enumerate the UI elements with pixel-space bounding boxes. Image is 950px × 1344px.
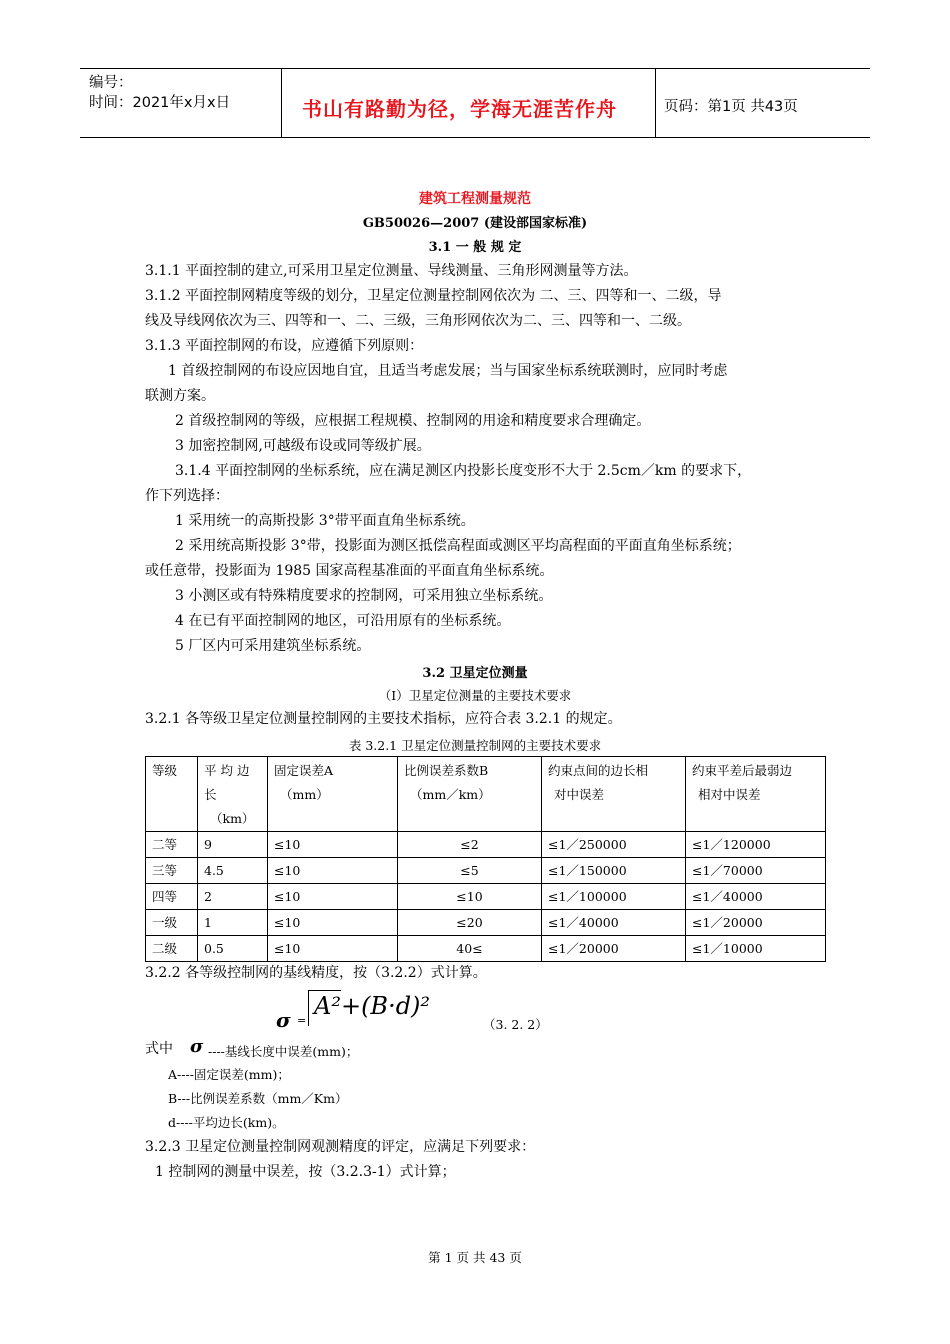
header-line: （km） <box>210 811 255 826</box>
paragraph: 1 首级控制网的布设应因地自宜，且适当考虑发展；当与国家坐标系统联测时，应同时考虑 <box>168 363 728 379</box>
paragraph: 3.1.4 平面控制网的坐标系统，应在满足测区内投影长度变形不大于 2.5cm／km 的要求下， <box>175 463 752 479</box>
paragraph: 5 厂区内可采用建筑坐标系统。 <box>175 638 371 654</box>
table-header-cell <box>268 757 398 832</box>
where-item: B---比例误差系数（mm／Km） <box>168 1091 348 1106</box>
header-motto: 书山有路勤为径，学海无涯苦作舟 <box>302 97 617 121</box>
header-line: 相对中误差 <box>698 787 761 802</box>
formula-equals: = <box>297 1014 307 1027</box>
header-line: （mm／km） <box>410 787 491 802</box>
table-cell: 三等 <box>146 858 198 884</box>
header-time: 时间：2021年x月x日 <box>89 95 231 111</box>
table-cell: ≤1／40000 <box>686 884 826 910</box>
table-header-cell <box>542 757 686 832</box>
table-header-cell <box>198 757 268 832</box>
formula-body: A²+(B·d)² <box>314 992 431 1020</box>
table-cell: ≤1／150000 <box>542 858 686 884</box>
paragraph: 2 采用统高斯投影 3°带，投影面为测区抵偿高程面或测区平均高程面的平面直角坐标系统； <box>175 538 741 554</box>
table-row <box>146 910 826 936</box>
paragraph: 3.1.3 平面控制网的布设，应遵循下列原则： <box>145 338 424 354</box>
paragraph: 3 小测区或有特殊精度要求的控制网，可采用独立坐标系统。 <box>175 588 553 604</box>
table-cell: ≤5 <box>398 858 542 884</box>
table-row <box>146 832 826 858</box>
table-cell: 9 <box>198 832 268 858</box>
paragraph: 4 在已有平面控制网的地区，可沿用原有的坐标系统。 <box>175 613 511 629</box>
formula-sigma: σ <box>276 1008 291 1032</box>
where-label: 式中 <box>145 1041 173 1057</box>
table-cell: 1 <box>198 910 268 936</box>
table-row <box>146 858 826 884</box>
header-number: 编号： <box>89 75 133 91</box>
header-line: 对中误差 <box>554 787 605 802</box>
header-line: 约束点间的边长相 <box>548 763 649 778</box>
table-cell: ≤10 <box>268 858 398 884</box>
header-line: 长 <box>204 787 217 802</box>
paragraph: 3.2.1 各等级卫星定位测量控制网的主要技术指标，应符合表 3.2.1 的规定。 <box>145 711 622 727</box>
doc-subtitle: GB50026—2007 (建设部国家标准) <box>362 216 588 231</box>
table-row <box>146 884 826 910</box>
paragraph: 1 控制网的测量中误差，按（3.2.3-1）式计算； <box>155 1164 456 1180</box>
paragraph: 3.2.3 卫星定位测量控制网观测精度的评定，应满足下列要求： <box>145 1139 536 1155</box>
table-cell: 二级 <box>146 936 198 962</box>
table-cell: ≤1／40000 <box>542 910 686 936</box>
paragraph: 1 采用统一的高斯投影 3°带平面直角坐标系统。 <box>175 513 475 529</box>
table-cell: ≤1／100000 <box>542 884 686 910</box>
spec-table <box>145 756 826 962</box>
table-cell: ≤1／120000 <box>686 832 826 858</box>
table-row <box>146 936 826 962</box>
paragraph: 3.1.2 平面控制网精度等级的划分，卫星定位测量控制网依次为 二、三、四等和一、二级，导 <box>145 288 722 304</box>
table-cell: ≤1／70000 <box>686 858 826 884</box>
table-header-cell <box>686 757 826 832</box>
table-cell: ≤1／250000 <box>542 832 686 858</box>
header-line: （mm） <box>280 787 329 802</box>
where-item: ----基线长度中误差(mm)； <box>208 1044 359 1059</box>
table-cell: 2 <box>198 884 268 910</box>
header-page: 页码：第1页 共43页 <box>664 99 798 115</box>
header-line: 比例误差系数B <box>404 763 489 778</box>
header-divider <box>655 69 656 137</box>
table-header-row <box>146 757 826 832</box>
header-line: 固定误差A <box>274 763 334 778</box>
table-cell: ≤20 <box>398 910 542 936</box>
table-cell: 四等 <box>146 884 198 910</box>
table-header-cell <box>398 757 542 832</box>
paragraph: 3.2.2 各等级控制网的基线精度，按（3.2.2）式计算。 <box>145 965 487 981</box>
header-line: 约束平差后最弱边 <box>692 763 793 778</box>
where-item: d----平均边长(km)。 <box>168 1115 285 1130</box>
header-line: 等级 <box>152 763 178 778</box>
paragraph: 线及导线网依次为三、四等和一、二、三级，三角形网依次为二、三、四等和一、二级。 <box>145 313 691 329</box>
where-item: A----固定误差(mm)； <box>168 1067 290 1082</box>
page-footer: 第 1 页 共 43 页 <box>428 1250 522 1265</box>
header-divider <box>281 69 282 137</box>
table-cell: ≤1／20000 <box>542 936 686 962</box>
table-cell: ≤10 <box>398 884 542 910</box>
where-sigma: σ <box>190 1036 204 1057</box>
paragraph: 2 首级控制网的等级，应根据工程规模、控制网的用途和精度要求合理确定。 <box>175 413 651 429</box>
paragraph: 联测方案。 <box>145 388 215 404</box>
table-cell: 二等 <box>146 832 198 858</box>
section-heading: 3.1 一 般 规 定 <box>428 240 522 255</box>
formula-radical <box>308 990 311 1026</box>
table-cell: ≤1／20000 <box>686 910 826 936</box>
table-cell: ≤1／10000 <box>686 936 826 962</box>
paragraph: 3 加密控制网,可越级布设或同等级扩展。 <box>175 438 431 454</box>
table-cell: ≤2 <box>398 832 542 858</box>
paragraph: 或任意带，投影面为 1985 国家高程基准面的平面直角坐标系统。 <box>145 563 554 579</box>
subsection-heading: （Ⅰ）卫星定位测量的主要技术要求 <box>378 688 572 703</box>
header-line: 平 均 边 <box>204 763 250 778</box>
doc-title: 建筑工程测量规范 <box>419 191 531 207</box>
table-cell: ≤10 <box>268 832 398 858</box>
paragraph: 作下列选择： <box>145 488 229 504</box>
table-cell: 0.5 <box>198 936 268 962</box>
table-cell: 40≤ <box>398 936 542 962</box>
table-cell: ≤10 <box>268 910 398 936</box>
table-cell: 一级 <box>146 910 198 936</box>
table-caption: 表 3.2.1 卫星定位测量控制网的主要技术要求 <box>348 738 602 753</box>
page-header <box>80 68 870 138</box>
formula-number: （3. 2. 2） <box>483 1017 548 1032</box>
section-heading: 3.2 卫星定位测量 <box>422 666 528 681</box>
paragraph: 3.1.1 平面控制的建立,可采用卫星定位测量、导线测量、三角形网测量等方法。 <box>145 263 638 279</box>
table-cell: ≤10 <box>268 884 398 910</box>
table-cell: 4.5 <box>198 858 268 884</box>
table-cell: ≤10 <box>268 936 398 962</box>
table-header-cell <box>146 757 198 832</box>
